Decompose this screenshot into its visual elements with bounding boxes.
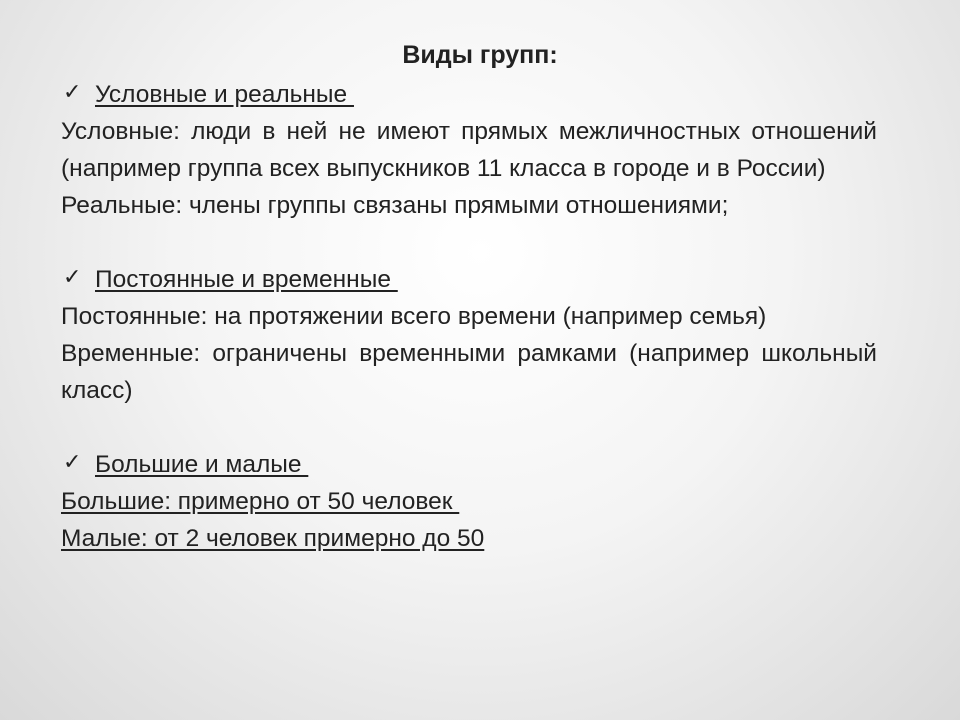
bullet-large-small — [63, 446, 877, 483]
paragraph-conditional: Условные: люди в ней не имеют прямых межличностных отношений (например группа всех выпускников 11 класса в городе и в России) — [61, 118, 877, 182]
check-icon: ✓ — [63, 265, 82, 290]
bullet-heading: Постоянные и временные — [95, 266, 398, 293]
spacer — [61, 224, 877, 261]
line-large — [61, 483, 877, 520]
spacer — [61, 409, 877, 446]
paragraph-permanent: Постоянные: на протяжении всего времени (например семья) — [61, 303, 767, 330]
line-small — [61, 520, 877, 557]
bullet-heading: Условные и реальные — [95, 81, 354, 108]
paragraph-temporary: Временные: ограничены временными рамками (например школьный класс) — [61, 340, 877, 404]
slide-title: Виды групп: — [402, 41, 558, 69]
check-icon: ✓ — [63, 80, 82, 105]
slide-content — [61, 76, 877, 557]
check-icon: ✓ — [63, 450, 82, 475]
bullet-permanent-temporary — [63, 261, 877, 298]
bullet-conditional-real — [63, 76, 877, 113]
paragraph-large: Большие: примерно от 50 человек — [61, 488, 460, 515]
bullet-heading: Большие и малые — [95, 451, 309, 478]
paragraph-real: Реальные: члены группы связаны прямыми отношениями; — [61, 192, 729, 219]
paragraph-small: Малые: от 2 человек примерно до 50 — [61, 525, 485, 552]
